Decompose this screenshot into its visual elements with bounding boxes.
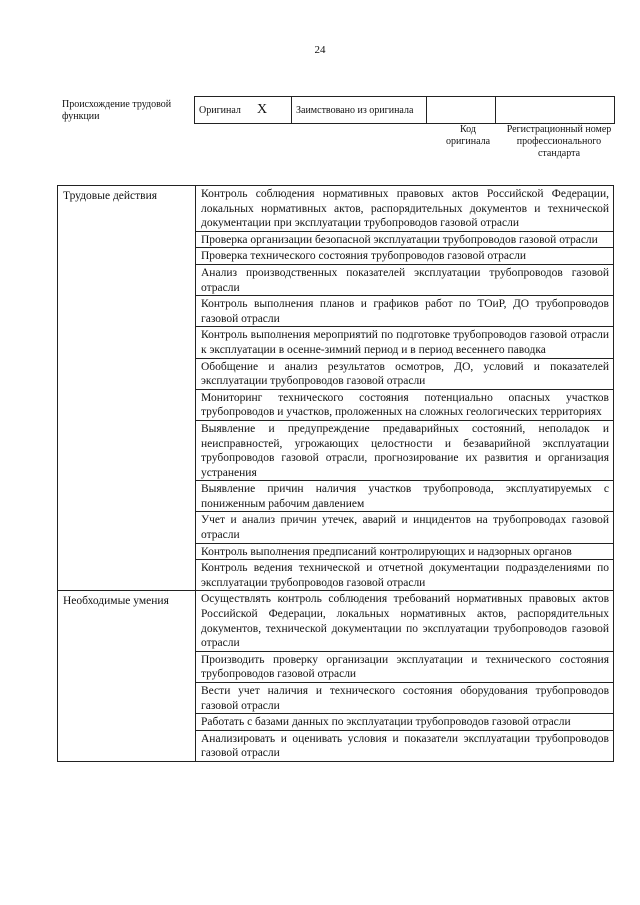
original-mark: X <box>257 102 268 117</box>
section-header: Трудовые действия <box>58 186 196 591</box>
section-item: Проверка организации безопасной эксплуатации трубопроводов газовой отрасли <box>196 231 614 248</box>
section-item: Обобщение и анализ результатов осмотров, ДО, условий и показателей эксплуатации трубопроводов газовой отрасли <box>196 358 614 389</box>
section-item: Проверка технического состояния трубопроводов газовой отрасли <box>196 248 614 265</box>
origin-label: Происхождение трудовой функции <box>62 99 172 122</box>
section-item: Анализировать и оценивать условия и показатели эксплуатации трубопроводов газовой отрасли <box>196 730 614 761</box>
section-item: Контроль выполнения мероприятий по подготовке трубопроводов газовой отрасли к эксплуатации в осенне-зимний период и в период весеннего паводка <box>196 327 614 358</box>
section-item: Осуществлять контроль соблюдения требований нормативных правовых актов Российской Федерации, локальных нормативных актов, распорядительных документов, технической документации по эксплуатации трубопроводов газовой отрасли <box>196 591 614 651</box>
section-item: Контроль выполнения планов и графиков работ по ТОиР, ДО трубопроводов газовой отрасли <box>196 296 614 327</box>
section-item: Контроль ведения технической и отчетной документации подразделениями по эксплуатации трубопроводов газовой отрасли <box>196 560 614 591</box>
section-item: Вести учет наличия и технического состояния оборудования трубопроводов газовой отрасли <box>196 683 614 714</box>
section-item: Контроль выполнения предписаний контролирующих и надзорных органов <box>196 543 614 560</box>
table-row <box>58 186 614 232</box>
registration-caption: Регистрационный номер профессионального стандарта <box>506 124 612 159</box>
origin-table <box>194 96 615 124</box>
section-item: Контроль соблюдения нормативных правовых актов Российской Федерации, локальных нормативных актов, распорядительных документов и технической документации при эксплуатации трубопроводов газовой отрасли <box>196 186 614 232</box>
functions-table <box>57 185 614 762</box>
section-item: Учет и анализ причин утечек, аварий и инцидентов на трубопроводах газовой отрасли <box>196 512 614 543</box>
original-cell <box>195 97 292 124</box>
original-label: Оригинал <box>199 105 241 116</box>
borrowed-label: Заимствовано из оригинала <box>292 97 427 124</box>
section-item: Работать с базами данных по эксплуатации трубопроводов газовой отрасли <box>196 714 614 731</box>
section-item: Анализ производственных показателей эксплуатации трубопроводов газовой отрасли <box>196 264 614 295</box>
page-number: 24 <box>314 44 326 56</box>
code-caption: Код оригинала <box>445 124 491 147</box>
section-item: Выявление и предупреждение предаварийных состояний, неполадок и неисправностей, угрожающих целостности и безаварийной эксплуатации трубопроводов газовой отрасли, прогнозирование их развития и организация устранения <box>196 420 614 480</box>
section-header: Необходимые умения <box>58 591 196 762</box>
section-item: Выявление причин наличия участков трубопровода, эксплуатируемых с пониженным рабочим давлением <box>196 481 614 512</box>
section-item: Производить проверку организации эксплуатации и технического состояния трубопроводов газовой отрасли <box>196 651 614 682</box>
section-item: Мониторинг технического состояния потенциально опасных участков трубопроводов и участков, проложенных на сложных геологических территориях <box>196 389 614 420</box>
registration-number-cell <box>496 97 615 124</box>
table-row <box>58 591 614 651</box>
original-code-cell <box>427 97 496 124</box>
